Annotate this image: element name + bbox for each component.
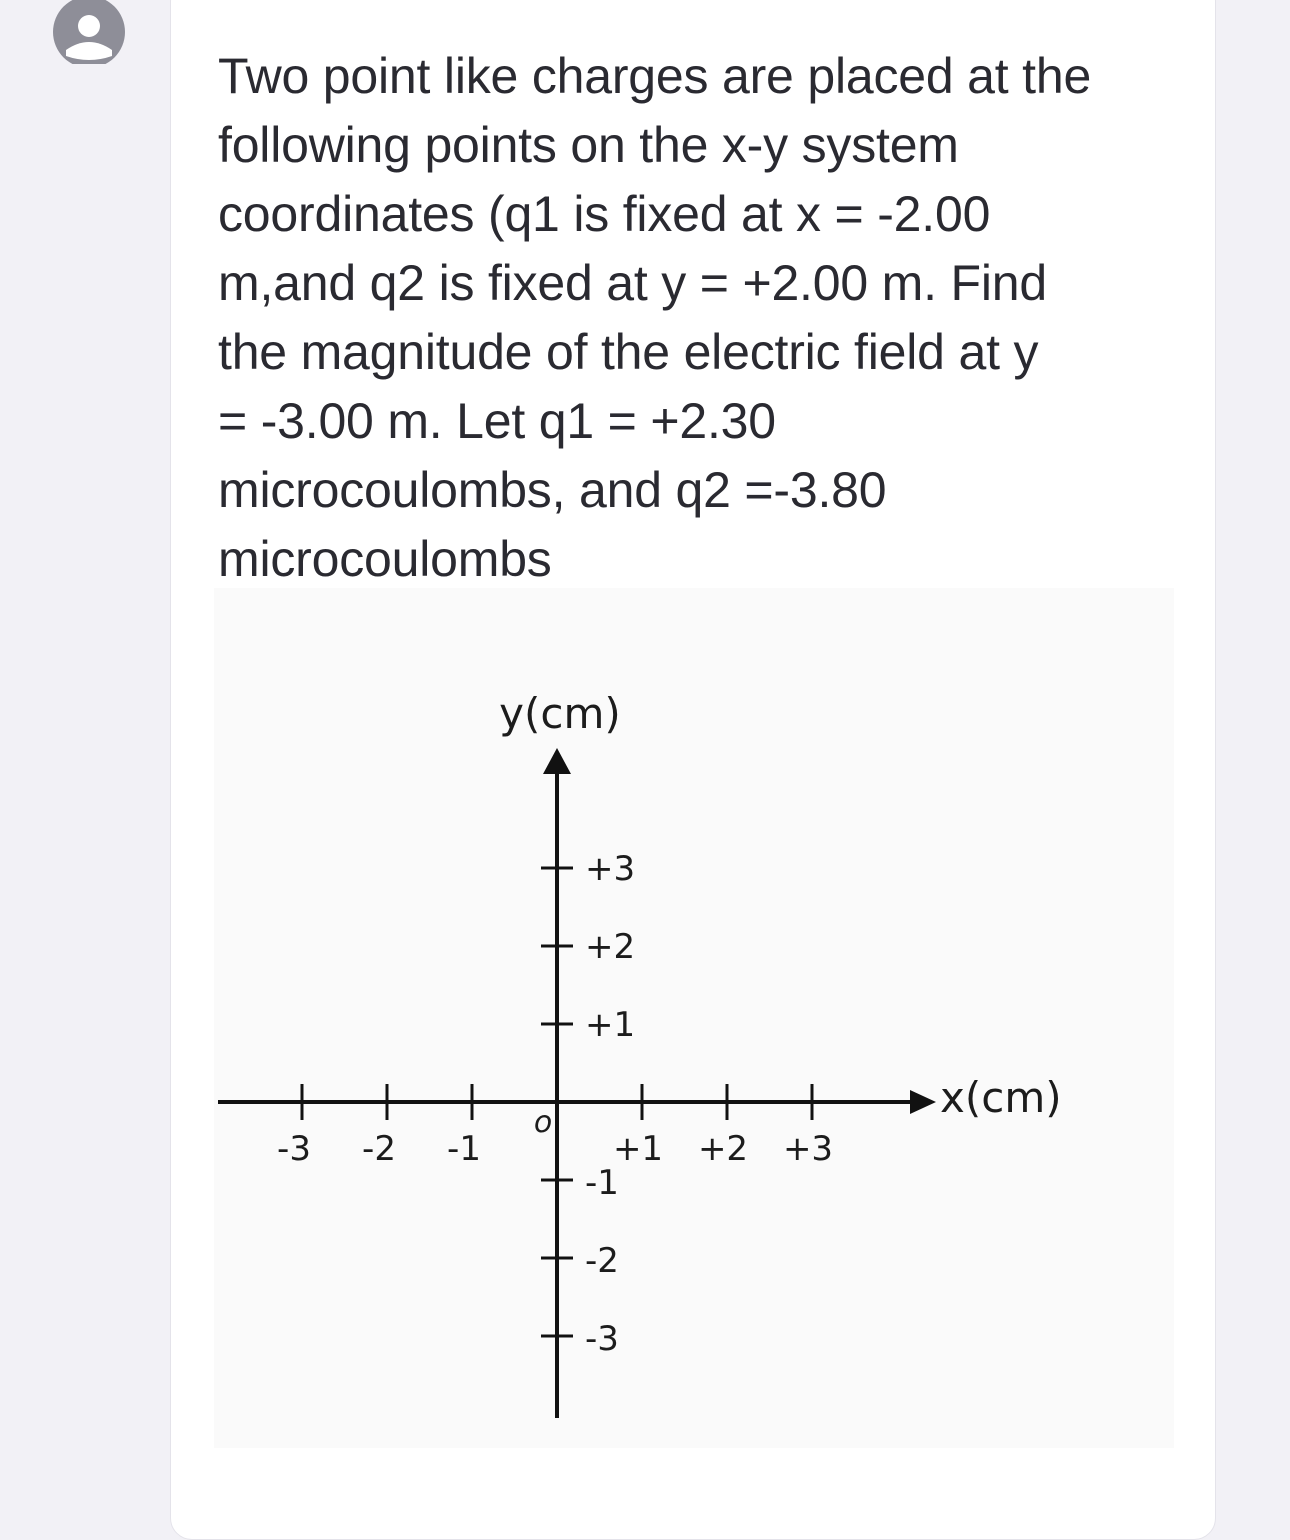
question-line: the magnitude of the electric field at y	[218, 324, 1039, 380]
coordinate-plot	[214, 588, 1174, 1448]
x-tick-label: +2	[697, 1129, 749, 1169]
x-tick-label: -1	[447, 1129, 481, 1169]
x-axis-arrow	[910, 1090, 936, 1114]
y-tick-label: +2	[585, 927, 636, 967]
y-tick-label: +1	[585, 1005, 636, 1045]
y-axis-label: y(cm)	[499, 689, 621, 738]
question-line: microcoulombs, and q2 =-3.80	[218, 462, 887, 518]
x-tick-label: +3	[782, 1129, 834, 1169]
question-line: Two point like charges are placed at the	[218, 48, 1092, 104]
x-tick-label: -2	[362, 1129, 396, 1169]
question-text	[218, 42, 1188, 594]
x-tick-label: +1	[612, 1129, 664, 1169]
question-line: following points on the x-y system	[218, 117, 959, 173]
user-avatar-icon[interactable]	[52, 0, 126, 64]
origin-label: o	[533, 1105, 553, 1140]
y-tick-label: -1	[585, 1163, 619, 1203]
question-line: coordinates (q1 is fixed at x = -2.00	[218, 186, 991, 242]
coordinate-diagram	[214, 588, 1174, 1448]
question-line: = -3.00 m. Let q1 = +2.30	[218, 393, 776, 449]
y-tick-label: -2	[585, 1241, 619, 1281]
y-axis-arrow	[543, 748, 571, 774]
x-tick-label: -3	[277, 1129, 311, 1169]
y-tick-label: -3	[585, 1319, 619, 1359]
y-tick-label: +3	[585, 849, 636, 889]
x-axis-label: x(cm)	[940, 1073, 1062, 1122]
question-line: m,and q2 is fixed at y = +2.00 m. Find	[218, 255, 1047, 311]
question-line: microcoulombs	[218, 531, 552, 587]
